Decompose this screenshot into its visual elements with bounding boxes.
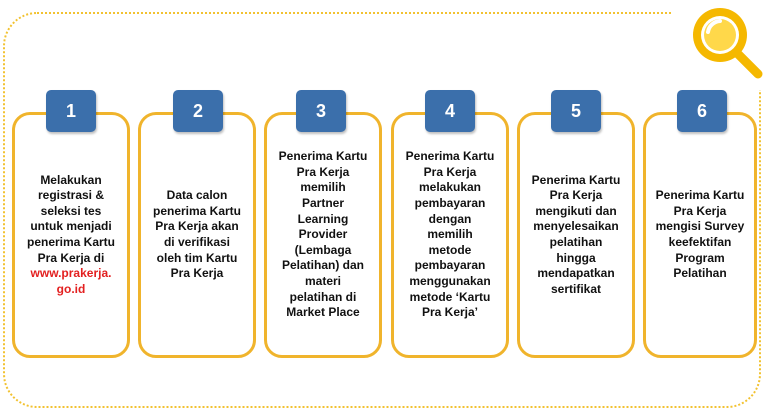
- step-5-line: mendapatkan: [537, 266, 615, 281]
- step-2-line: penerima Kartu: [152, 203, 242, 218]
- step-3-line: Penerima Kartu: [278, 149, 368, 164]
- step-card-2: [138, 112, 256, 358]
- step-text-1: [21, 115, 121, 355]
- step-5-line: sertifikat: [550, 281, 602, 296]
- prakerja-link[interactable]: go.id: [56, 281, 86, 296]
- step-4-line: metode: [428, 242, 472, 257]
- step-4-line: pembayaran: [414, 196, 486, 211]
- step-card-3: [264, 112, 382, 358]
- step-badge-6: 6: [677, 90, 727, 132]
- step-badge-3: 3: [296, 90, 346, 132]
- step-text-4: [400, 115, 500, 355]
- step-4-line: pembayaran: [414, 258, 486, 273]
- step-6-line: mengisi Survey: [655, 219, 745, 234]
- step-card-1: [12, 112, 130, 358]
- step-3-line: Market Place: [286, 305, 360, 320]
- step-5-line: Pra Kerja: [549, 188, 603, 203]
- step-4-line: metode ‘Kartu: [409, 289, 491, 304]
- step-badge-4: 4: [425, 90, 475, 132]
- step-badge-5: 5: [551, 90, 601, 132]
- step-6-line: Program: [675, 250, 725, 265]
- step-5-line: mengikuti dan: [535, 203, 617, 218]
- step-1-line: registrasi &: [37, 188, 105, 203]
- step-4-line: melakukan: [418, 180, 482, 195]
- step-text-5: [526, 115, 626, 355]
- step-card-4: [391, 112, 509, 358]
- step-text-6: [652, 115, 748, 355]
- step-1-line: Pra Kerja di: [37, 250, 105, 265]
- step-2-line: di verifikasi: [163, 235, 231, 249]
- step-6-line: keefektifan: [668, 235, 732, 249]
- step-card-6: [643, 112, 757, 358]
- step-4-line: Pra Kerja’: [421, 305, 479, 320]
- step-6-line: Pra Kerja: [673, 203, 727, 218]
- step-4-line: Penerima Kartu: [405, 149, 495, 164]
- step-5-line: pelatihan: [549, 235, 603, 249]
- step-badge-1: 1: [46, 90, 96, 132]
- step-badge-2: 2: [173, 90, 223, 132]
- step-1-line: seleksi tes: [40, 203, 102, 218]
- prakerja-link[interactable]: www.prakerja.: [30, 266, 112, 281]
- step-1-line: untuk menjadi: [30, 219, 112, 234]
- step-6-line: Pelatihan: [673, 266, 727, 281]
- step-2-line: Pra Kerja akan: [155, 219, 239, 234]
- step-3-line: Partner: [301, 196, 345, 211]
- step-card-5: [517, 112, 635, 358]
- magnifier-icon: [690, 2, 768, 82]
- step-text-3: [273, 115, 373, 355]
- step-2-line: Data calon: [166, 188, 228, 203]
- step-1-line: penerima Kartu: [26, 235, 116, 249]
- step-3-line: Learning: [297, 211, 349, 226]
- step-3-line: Provider: [298, 227, 348, 242]
- step-5-line: Penerima Kartu: [531, 172, 621, 187]
- step-4-line: menggunakan: [409, 273, 491, 288]
- step-1-line: Melakukan: [40, 172, 102, 187]
- step-6-line: Penerima Kartu: [655, 188, 745, 203]
- step-2-line: oleh tim Kartu: [156, 250, 238, 265]
- step-5-line: menyelesaikan: [533, 219, 619, 234]
- step-2-line: Pra Kerja: [170, 266, 224, 281]
- step-3-line: Pelatihan) dan: [281, 258, 364, 273]
- step-text-2: [147, 115, 247, 355]
- step-4-line: Pra Kerja: [423, 164, 477, 179]
- step-4-line: memilih: [427, 227, 473, 242]
- step-5-line: hingga: [556, 250, 596, 265]
- step-3-line: pelatihan di: [289, 289, 357, 304]
- step-3-line: memilih: [300, 180, 346, 195]
- step-4-line: dengan: [428, 211, 472, 226]
- step-3-line: materi: [304, 273, 342, 288]
- step-3-line: (Lembaga: [294, 242, 352, 257]
- step-3-line: Pra Kerja: [296, 164, 350, 179]
